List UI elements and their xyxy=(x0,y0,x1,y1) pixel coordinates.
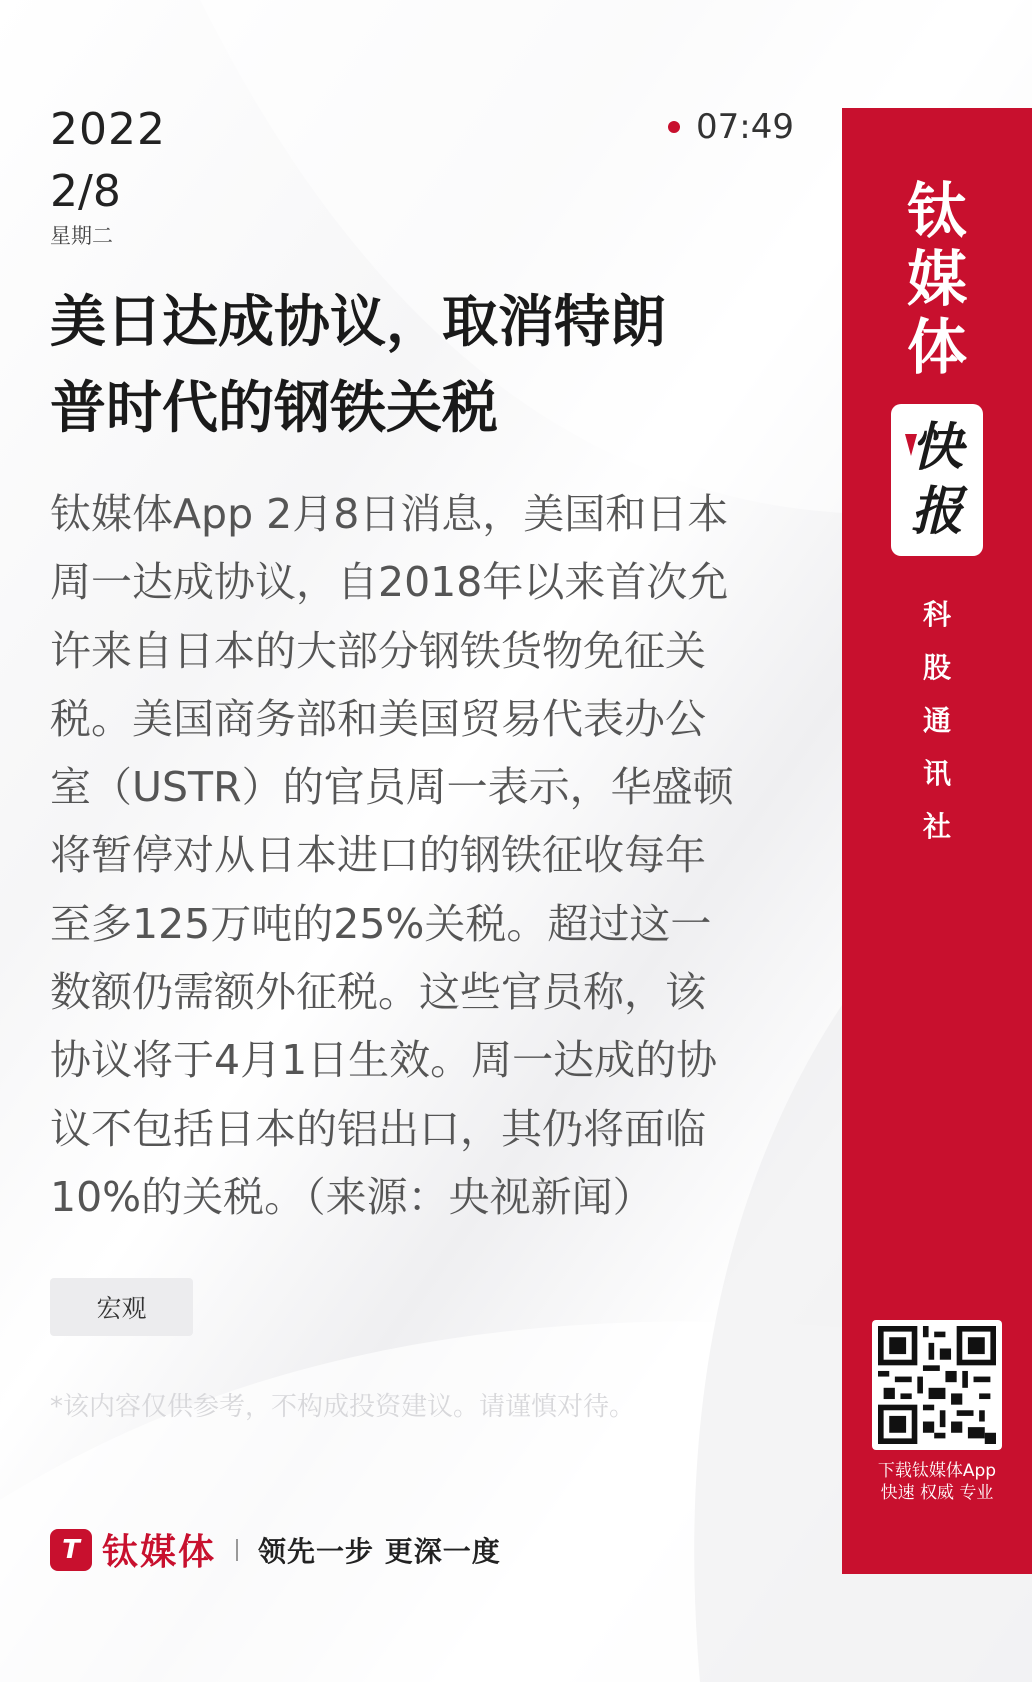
brand-slogan: 领先一步 更深一度 xyxy=(258,1534,501,1568)
date-year: 2022 xyxy=(50,104,166,155)
divider xyxy=(236,1539,238,1561)
headline xyxy=(50,280,770,452)
headline-line: 普时代的钢铁关税 xyxy=(50,376,498,441)
badge-char: 快 xyxy=(910,418,963,478)
category-tag[interactable]: 宏观 xyxy=(50,1278,193,1336)
body-line: 协议将于4月1日生效。周一达成的协 xyxy=(50,1036,718,1085)
date-month-day: 2/8 xyxy=(50,166,121,217)
qr-caption xyxy=(842,1460,1032,1504)
body-line: 至多125万吨的25%关税。超过这一 xyxy=(50,899,712,948)
body-line: 周一达成协议，自2018年以来首次允 xyxy=(50,558,729,607)
body-line: 将暂停对从日本进口的钢铁征收每年 xyxy=(50,831,706,880)
disclaimer: *该内容仅供参考，不构成投资建议。请谨慎对待。 xyxy=(50,1392,636,1422)
date-weekday: 星期二 xyxy=(50,224,113,248)
headline-line: 美日达成协议，取消特朗 xyxy=(50,290,666,355)
sidebar-brand-char: 体 xyxy=(907,313,967,383)
sidebar-brand-char: 媒 xyxy=(907,245,967,315)
body-line: 钛媒体App 2月8日消息，美国和日本 xyxy=(50,490,729,538)
footer-brand xyxy=(50,1524,501,1575)
sidebar-vert-char: 讯 xyxy=(922,757,951,790)
brand-name: 钛媒体 xyxy=(102,1532,217,1573)
body-line: 许来自日本的大部分钢铁货物免征关 xyxy=(50,626,706,675)
body-line: 议不包括日本的铝出口，其仍将面临 xyxy=(50,1104,706,1153)
brand-logo-icon: T xyxy=(50,1529,92,1571)
sidebar-vert-char: 科 xyxy=(922,598,951,631)
sidebar-vertical-text xyxy=(842,588,1032,853)
kuaibao-badge xyxy=(891,404,983,556)
live-dot-icon xyxy=(668,121,680,133)
sidebar-vert-char: 社 xyxy=(922,810,951,843)
qr-caption-line: 下载钛媒体App xyxy=(877,1461,997,1481)
sidebar-brand xyxy=(842,178,1032,382)
sidebar-brand-char: 钛 xyxy=(907,177,967,247)
sidebar-banner xyxy=(842,108,1032,1574)
article-body xyxy=(50,480,790,1231)
body-line: 税。美国商务部和美国贸易代表办公 xyxy=(50,694,706,743)
badge-char: 报 xyxy=(910,482,963,542)
body-line: 10%的关税。（来源：央视新闻） xyxy=(50,1172,654,1221)
body-line: 室（USTR）的官员周一表示，华盛顿 xyxy=(50,763,734,812)
time-label: 07:49 xyxy=(696,107,794,147)
sidebar-vert-char: 股 xyxy=(922,651,951,684)
qr-code[interactable] xyxy=(872,1320,1002,1450)
body-line: 数额仍需额外征税。这些官员称，该 xyxy=(50,968,706,1017)
qr-code-icon xyxy=(878,1326,996,1444)
sidebar-vert-char: 通 xyxy=(922,704,951,737)
lightning-icon xyxy=(905,434,917,456)
qr-caption-line: 快速 权威 专业 xyxy=(880,1483,994,1503)
publish-time xyxy=(668,107,794,147)
